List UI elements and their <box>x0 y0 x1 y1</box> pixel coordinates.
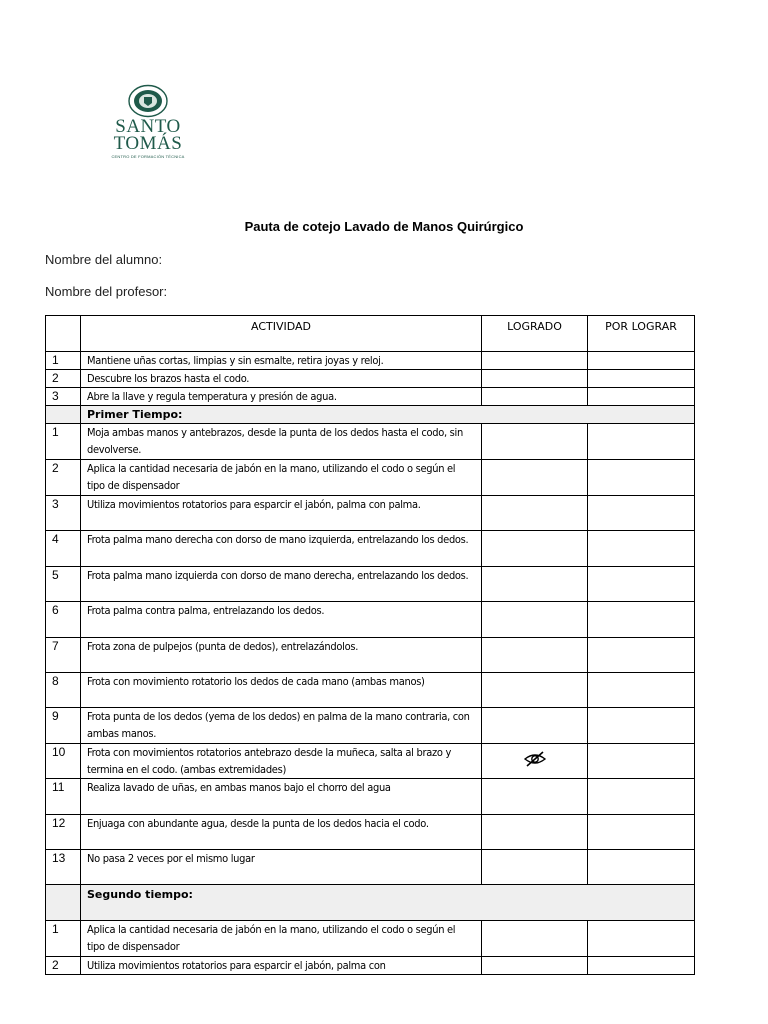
document-title: Pauta de cotejo Lavado de Manos Quirúrgico <box>244 219 524 234</box>
table-row <box>46 460 695 496</box>
logrado-cell[interactable] <box>482 424 588 460</box>
table-header-row <box>46 316 695 352</box>
table-body <box>46 352 695 975</box>
table-row <box>46 370 695 388</box>
logrado-cell[interactable] <box>482 352 588 370</box>
row-activity: Frota palma contra palma, entrelazando los dedos. <box>81 602 482 638</box>
row-activity: Descubre los brazos hasta el codo. <box>81 370 482 388</box>
logrado-cell[interactable] <box>482 638 588 673</box>
logrado-cell[interactable] <box>482 496 588 531</box>
row-number: 6 <box>46 602 81 638</box>
teacher-name-label: Nombre del profesor: <box>45 284 168 299</box>
section-row <box>46 406 695 424</box>
table-row <box>46 921 695 957</box>
section-row <box>46 885 695 921</box>
por-lograr-cell[interactable] <box>588 673 695 708</box>
table-row <box>46 602 695 638</box>
por-lograr-cell[interactable] <box>588 370 695 388</box>
section-num <box>46 406 81 424</box>
logo-seal-icon <box>128 84 168 118</box>
logrado-cell[interactable] <box>482 850 588 885</box>
header-actividad: ACTIVIDAD <box>81 316 482 352</box>
row-number: 9 <box>46 708 81 744</box>
table-row <box>46 531 695 567</box>
student-name-label: Nombre del alumno: <box>45 252 163 267</box>
por-lograr-cell[interactable] <box>588 496 695 531</box>
row-number: 4 <box>46 531 81 567</box>
por-lograr-cell[interactable] <box>588 352 695 370</box>
table-row <box>46 673 695 708</box>
row-number: 13 <box>46 850 81 885</box>
por-lograr-cell[interactable] <box>588 744 695 779</box>
row-activity: Utiliza movimientos rotatorios para esparcir el jabón, palma con <box>81 957 482 975</box>
row-number: 7 <box>46 638 81 673</box>
table-row <box>46 496 695 531</box>
row-activity: Realiza lavado de uñas, en ambas manos bajo el chorro del agua <box>81 779 482 815</box>
row-number: 3 <box>46 388 81 406</box>
row-activity: Aplica la cantidad necesaria de jabón en la mano, utilizando el codo o según el tipo de dispensador <box>81 460 482 496</box>
por-lograr-cell[interactable] <box>588 638 695 673</box>
logrado-cell[interactable] <box>482 388 588 406</box>
logrado-cell[interactable] <box>482 602 588 638</box>
logrado-cell[interactable] <box>482 370 588 388</box>
row-number: 10 <box>46 744 81 779</box>
logrado-cell[interactable] <box>482 708 588 744</box>
table-row <box>46 779 695 815</box>
logo-subtitle: CENTRO DE FORMACIÓN TÉCNICA <box>111 154 185 159</box>
table-row <box>46 850 695 885</box>
table-row <box>46 424 695 460</box>
logrado-cell[interactable] <box>482 673 588 708</box>
row-number: 2 <box>46 370 81 388</box>
row-activity: Frota con movimiento rotatorio los dedos de cada mano (ambas manos) <box>81 673 482 708</box>
row-number: 3 <box>46 496 81 531</box>
row-activity: Aplica la cantidad necesaria de jabón en la mano, utilizando el codo o según el tipo de dispensador <box>81 921 482 957</box>
por-lograr-cell[interactable] <box>588 779 695 815</box>
por-lograr-cell[interactable] <box>588 957 695 975</box>
table-row <box>46 815 695 850</box>
row-activity: Frota punta de los dedos (yema de los dedos) en palma de la mano contraria, con ambas manos. <box>81 708 482 744</box>
header-logrado: LOGRADO <box>482 316 588 352</box>
table-row <box>46 708 695 744</box>
por-lograr-cell[interactable] <box>588 424 695 460</box>
row-activity: Frota palma mano izquierda con dorso de mano derecha, entrelazando los dedos. <box>81 567 482 602</box>
logo-line-1: SANTO <box>115 116 181 137</box>
por-lograr-cell[interactable] <box>588 388 695 406</box>
section-title: Segundo tiempo: <box>81 885 695 921</box>
table-row <box>46 744 695 779</box>
header-por-lograr: POR LOGRAR <box>588 316 695 352</box>
section-title: Primer Tiempo: <box>81 406 695 424</box>
logrado-cell[interactable] <box>482 815 588 850</box>
row-number: 1 <box>46 424 81 460</box>
por-lograr-cell[interactable] <box>588 531 695 567</box>
table-row <box>46 567 695 602</box>
table-row <box>46 638 695 673</box>
por-lograr-cell[interactable] <box>588 815 695 850</box>
row-activity: Moja ambas manos y antebrazos, desde la punta de los dedos hasta el codo, sin devolverse. <box>81 424 482 460</box>
section-num <box>46 885 81 921</box>
checklist-table <box>45 315 695 975</box>
logrado-cell[interactable] <box>482 957 588 975</box>
row-number: 11 <box>46 779 81 815</box>
logrado-cell[interactable] <box>482 744 588 779</box>
row-number: 2 <box>46 957 81 975</box>
logrado-cell[interactable] <box>482 531 588 567</box>
row-activity: Enjuaga con abundante agua, desde la punta de los dedos hacia el codo. <box>81 815 482 850</box>
table-row <box>46 388 695 406</box>
por-lograr-cell[interactable] <box>588 460 695 496</box>
row-number: 1 <box>46 921 81 957</box>
row-activity: Frota con movimientos rotatorios antebrazo desde la muñeca, salta al brazo y termina en el codo. (ambas extremidades) <box>81 744 482 779</box>
logo <box>100 84 196 170</box>
row-activity: No pasa 2 veces por el mismo lugar <box>81 850 482 885</box>
por-lograr-cell[interactable] <box>588 921 695 957</box>
logrado-cell[interactable] <box>482 921 588 957</box>
row-activity: Frota palma mano derecha con dorso de mano izquierda, entrelazando los dedos. <box>81 531 482 567</box>
por-lograr-cell[interactable] <box>588 567 695 602</box>
row-number: 8 <box>46 673 81 708</box>
table-row <box>46 352 695 370</box>
row-number: 1 <box>46 352 81 370</box>
row-number: 2 <box>46 460 81 496</box>
table-row <box>46 957 695 975</box>
logo-line-2: TOMÁS <box>113 133 183 154</box>
row-activity: Abre la llave y regula temperatura y presión de agua. <box>81 388 482 406</box>
logrado-cell[interactable] <box>482 779 588 815</box>
header-num <box>46 316 81 352</box>
logrado-cell[interactable] <box>482 567 588 602</box>
por-lograr-cell[interactable] <box>588 708 695 744</box>
logrado-cell[interactable] <box>482 460 588 496</box>
por-lograr-cell[interactable] <box>588 602 695 638</box>
eye-slash-icon <box>523 750 547 768</box>
row-number: 5 <box>46 567 81 602</box>
row-activity: Frota zona de pulpejos (punta de dedos), entrelazándolos. <box>81 638 482 673</box>
row-number: 12 <box>46 815 81 850</box>
row-activity: Utiliza movimientos rotatorios para esparcir el jabón, palma con palma. <box>81 496 482 531</box>
row-activity: Mantiene uñas cortas, limpias y sin esmalte, retira joyas y reloj. <box>81 352 482 370</box>
por-lograr-cell[interactable] <box>588 850 695 885</box>
